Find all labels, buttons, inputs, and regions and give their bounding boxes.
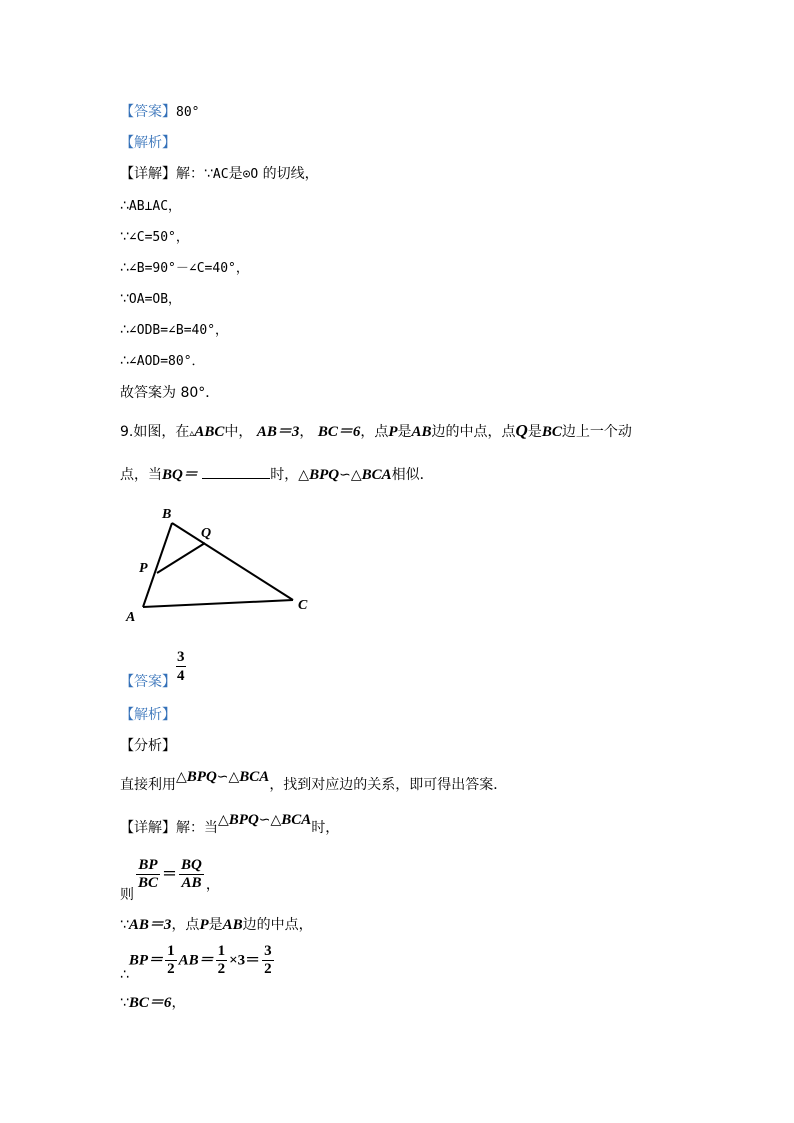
detail-line-6: ∴∠ODB=∠B=40°， bbox=[120, 322, 229, 338]
fenxi-line: 直接利用△BPQ∽△BCA，找到对应边的关系，即可得出答案． bbox=[120, 769, 508, 793]
side-bc bbox=[172, 523, 293, 600]
answer-blank bbox=[202, 464, 270, 479]
analysis-tag-2: 【解析】 bbox=[120, 707, 176, 723]
question-9-line-1: 9.如图，在▵ABC中， AB＝3， BC＝6，点P是AB边的中点，点Q是BC边上一个动 bbox=[120, 421, 632, 440]
detail-line-4: ∴∠B=90°－∠C=40°， bbox=[120, 260, 249, 276]
answer-value: 80° bbox=[176, 105, 200, 120]
side-ac bbox=[143, 600, 293, 607]
question-number: 9. bbox=[120, 424, 134, 440]
because-line-1: ∵AB＝3，点P是AB边的中点， bbox=[120, 917, 313, 933]
because-line-2: ∵BC＝6， bbox=[120, 995, 186, 1011]
detail-line-2-1: 【详解】解：当△BPQ∽△BCA时， bbox=[120, 812, 340, 836]
question-9-line-2: 点，当BQ＝ 时，△BPQ∽△BCA相似． bbox=[120, 464, 434, 485]
answer-line-1 bbox=[120, 102, 199, 123]
triangle-figure bbox=[115, 500, 325, 630]
conclusion-line: 故答案为 80°． bbox=[120, 385, 220, 401]
answer-tag: 【答案】 bbox=[120, 104, 176, 120]
detail-line-3: ∵∠C=50°， bbox=[120, 229, 189, 245]
label-b: B bbox=[162, 507, 172, 522]
detail-line-5: ∵OA=OB， bbox=[120, 291, 182, 307]
detail-line-1: 【详解】解：∵AC是⊙O 的切线， bbox=[120, 166, 319, 182]
answer-fraction: 3 4 bbox=[177, 649, 185, 684]
ratio-line: 则 $\frac{BP}{BC}$ ＝ $\frac{BQ}{AB}$ ， bbox=[120, 857, 220, 903]
analysis-tag: 【解析】 bbox=[120, 135, 176, 151]
detail-line-2: ∴AB⊥AC， bbox=[120, 198, 182, 214]
detail-line-7: ∴∠AOD=80°． bbox=[120, 353, 205, 369]
label-p: P bbox=[139, 561, 148, 576]
label-q: Q bbox=[201, 526, 212, 541]
label-c: C bbox=[298, 598, 308, 613]
fenxi-tag: 【分析】 bbox=[120, 738, 176, 754]
bp-calc-line: ∴BP＝ $\frac{1}{2}$ AB＝ $\frac{1}{2}$ ×3＝ $\frac{3}{2}$ bbox=[120, 943, 272, 983]
label-a: A bbox=[126, 610, 136, 625]
answer-line-2: 【答案】 bbox=[120, 674, 176, 690]
